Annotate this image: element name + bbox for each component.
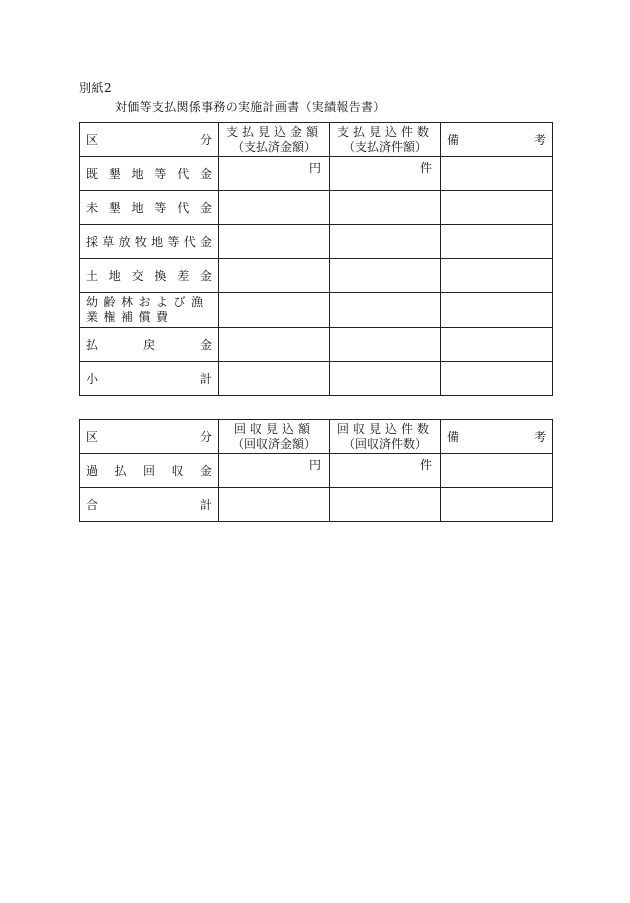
remarks-cell[interactable] bbox=[441, 488, 553, 522]
amount-cell[interactable] bbox=[219, 259, 330, 293]
remarks-cell[interactable] bbox=[441, 328, 553, 362]
row-label bbox=[80, 191, 219, 225]
count-cell[interactable] bbox=[330, 157, 441, 191]
label-char: 地 bbox=[108, 269, 121, 283]
table-row bbox=[80, 293, 553, 328]
count-cell[interactable] bbox=[330, 488, 441, 522]
payment-plan-table bbox=[79, 122, 553, 396]
row-label bbox=[80, 454, 219, 488]
amount-cell[interactable] bbox=[219, 293, 330, 328]
label-char: 小 bbox=[86, 372, 99, 386]
header-category bbox=[80, 123, 219, 157]
table-header-row bbox=[80, 123, 553, 157]
label-char: 等 bbox=[154, 201, 167, 215]
count-cell[interactable] bbox=[330, 225, 441, 259]
label-char: 墾 bbox=[108, 167, 121, 181]
yen-unit: 円 bbox=[308, 458, 321, 472]
collection-plan-table bbox=[79, 419, 553, 522]
header-payment-count-main: 支払見込件数 bbox=[336, 124, 433, 139]
label-char: 牧 bbox=[134, 235, 147, 249]
label-char: 区 bbox=[86, 133, 99, 147]
table-row bbox=[80, 454, 553, 488]
label-char: 払 bbox=[86, 338, 99, 352]
row-label bbox=[80, 157, 219, 191]
table-row bbox=[80, 157, 553, 191]
count-cell[interactable] bbox=[330, 293, 441, 328]
header-collection-amount-sub: （回収済金額） bbox=[231, 436, 316, 451]
remarks-cell[interactable] bbox=[441, 293, 553, 328]
label-char: 金 bbox=[199, 338, 212, 352]
header-collection-count bbox=[330, 420, 441, 454]
amount-cell[interactable] bbox=[219, 225, 330, 259]
count-unit: 件 bbox=[419, 458, 432, 472]
table-header-row bbox=[80, 420, 553, 454]
header-payment-count bbox=[330, 123, 441, 157]
count-cell[interactable] bbox=[330, 328, 441, 362]
row-label-text: 幼齢林および漁業権補償費 bbox=[86, 295, 209, 324]
label-char: 過 bbox=[86, 464, 99, 478]
label-char: 草 bbox=[102, 235, 115, 249]
count-cell[interactable] bbox=[330, 259, 441, 293]
label-char: 備 bbox=[447, 430, 460, 444]
label-char: 墾 bbox=[108, 201, 121, 215]
label-char: 地 bbox=[131, 201, 144, 215]
yen-unit: 円 bbox=[308, 161, 321, 175]
total-row bbox=[80, 488, 553, 522]
subtotal-row bbox=[80, 362, 553, 396]
label-char: 分 bbox=[199, 133, 212, 147]
label-char: 区 bbox=[86, 430, 99, 444]
label-char: 計 bbox=[199, 372, 212, 386]
remarks-cell[interactable] bbox=[441, 362, 553, 396]
label-text bbox=[80, 370, 218, 387]
count-cell[interactable] bbox=[330, 454, 441, 488]
label-text bbox=[80, 462, 218, 479]
header-collection-amount bbox=[219, 420, 330, 454]
label-char: 既 bbox=[86, 167, 99, 181]
count-cell[interactable] bbox=[330, 362, 441, 396]
amount-cell[interactable] bbox=[219, 488, 330, 522]
label-char: 払 bbox=[114, 464, 127, 478]
label-char: 収 bbox=[171, 464, 184, 478]
label-char: 未 bbox=[86, 201, 99, 215]
remarks-cell[interactable] bbox=[441, 225, 553, 259]
label-text bbox=[80, 267, 218, 284]
row-label bbox=[80, 259, 219, 293]
header-remarks bbox=[441, 123, 553, 157]
document-title: 対価等支払関係事務の実施計画書（実績報告書） bbox=[115, 100, 386, 114]
label-text bbox=[441, 131, 552, 148]
label-char: 代 bbox=[183, 235, 196, 249]
header-payment-count-sub: （支払済件額） bbox=[342, 139, 427, 154]
header-remarks bbox=[441, 420, 553, 454]
header-collection-count-sub: （回収済件数） bbox=[342, 436, 427, 451]
label-char: 計 bbox=[199, 498, 212, 512]
label-char: 地 bbox=[131, 167, 144, 181]
label-char: 代 bbox=[177, 201, 190, 215]
row-label bbox=[80, 362, 219, 396]
label-char: 地 bbox=[151, 235, 164, 249]
label-char: 金 bbox=[199, 167, 212, 181]
label-text bbox=[80, 428, 218, 445]
label-char: 金 bbox=[199, 235, 212, 249]
appendix-label: 別紙2 bbox=[79, 81, 113, 95]
remarks-cell[interactable] bbox=[441, 191, 553, 225]
label-char: 放 bbox=[118, 235, 131, 249]
table-row bbox=[80, 259, 553, 293]
header-payment-amount-sub: （支払済金額） bbox=[231, 139, 316, 154]
remarks-cell[interactable] bbox=[441, 454, 553, 488]
label-char: 戻 bbox=[142, 338, 155, 352]
count-cell[interactable] bbox=[330, 191, 441, 225]
label-char: 採 bbox=[86, 235, 99, 249]
label-text bbox=[80, 233, 218, 250]
table-row bbox=[80, 328, 553, 362]
row-label bbox=[80, 488, 219, 522]
amount-cell[interactable] bbox=[219, 328, 330, 362]
label-text bbox=[441, 428, 552, 445]
label-text bbox=[80, 496, 218, 513]
label-char: 代 bbox=[177, 167, 190, 181]
label-char: 回 bbox=[142, 464, 155, 478]
label-char: 金 bbox=[199, 201, 212, 215]
label-char: 金 bbox=[199, 269, 212, 283]
label-char: 交 bbox=[131, 269, 144, 283]
label-char: 備 bbox=[447, 133, 460, 147]
label-char: 土 bbox=[86, 269, 99, 283]
label-char: 分 bbox=[199, 430, 212, 444]
label-text bbox=[80, 336, 218, 353]
remarks-cell[interactable] bbox=[441, 259, 553, 293]
label-char: 合 bbox=[86, 498, 99, 512]
amount-cell[interactable] bbox=[219, 362, 330, 396]
label-text bbox=[80, 165, 218, 182]
table-row bbox=[80, 225, 553, 259]
label-text bbox=[80, 131, 218, 148]
label-char: 等 bbox=[167, 235, 180, 249]
row-label bbox=[80, 225, 219, 259]
label-char: 金 bbox=[199, 464, 212, 478]
amount-cell[interactable] bbox=[219, 157, 330, 191]
amount-cell[interactable] bbox=[219, 454, 330, 488]
label-char: 考 bbox=[533, 133, 546, 147]
label-char: 差 bbox=[177, 269, 190, 283]
label-char: 等 bbox=[154, 167, 167, 181]
header-collection-count-main: 回収見込件数 bbox=[336, 421, 433, 436]
amount-cell[interactable] bbox=[219, 191, 330, 225]
row-label bbox=[80, 328, 219, 362]
label-char: 換 bbox=[154, 269, 167, 283]
header-collection-amount-main: 回収見込額 bbox=[233, 421, 314, 436]
remarks-cell[interactable] bbox=[441, 157, 553, 191]
count-unit: 件 bbox=[419, 161, 432, 175]
header-payment-amount-main: 支払見込金額 bbox=[225, 124, 322, 139]
header-category bbox=[80, 420, 219, 454]
label-text bbox=[80, 199, 218, 216]
row-label bbox=[80, 293, 219, 328]
header-payment-amount bbox=[219, 123, 330, 157]
label-char: 考 bbox=[533, 430, 546, 444]
table-row bbox=[80, 191, 553, 225]
